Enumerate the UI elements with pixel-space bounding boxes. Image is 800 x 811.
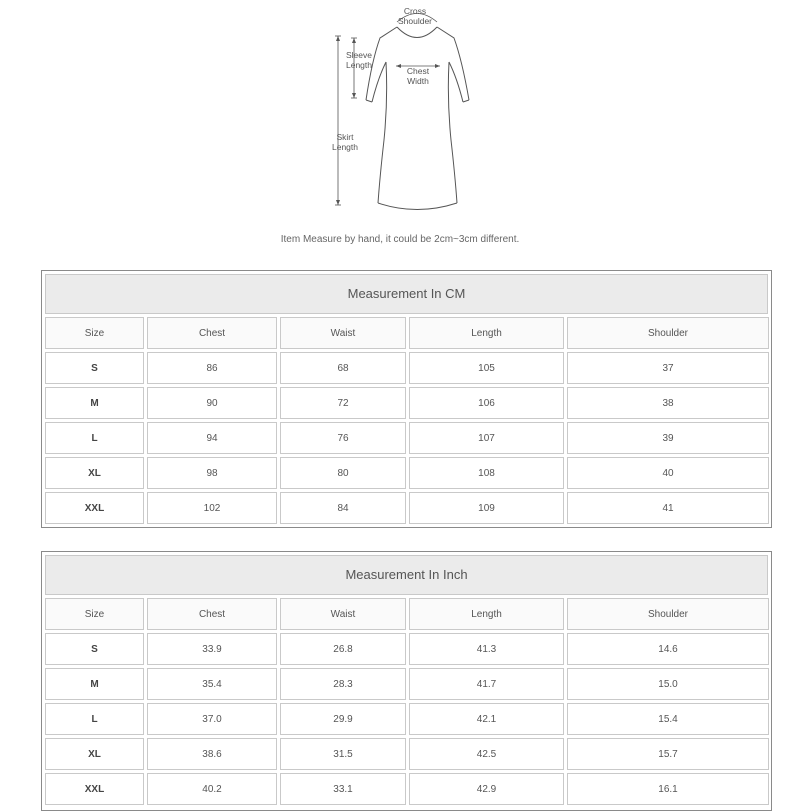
column-header: Size — [45, 317, 144, 349]
table-cell: 26.8 — [280, 633, 406, 665]
table-cell: 40 — [567, 457, 769, 489]
table-cell: 33.1 — [280, 773, 406, 805]
size-cell: M — [45, 668, 144, 700]
table-cell: 37.0 — [147, 703, 277, 735]
table-cell: 41.7 — [409, 668, 564, 700]
table-cell: 15.4 — [567, 703, 769, 735]
table-cell: 33.9 — [147, 633, 277, 665]
table-cell: 102 — [147, 492, 277, 524]
size-cell: XL — [45, 457, 144, 489]
table-cell: 86 — [147, 352, 277, 384]
column-header: Chest — [147, 598, 277, 630]
size-cell: L — [45, 703, 144, 735]
table-cell: 90 — [147, 387, 277, 419]
table-cell: 35.4 — [147, 668, 277, 700]
table-cell: 41.3 — [409, 633, 564, 665]
column-header: Chest — [147, 317, 277, 349]
dress-measurement-diagram — [300, 0, 500, 225]
table-cell: 38.6 — [147, 738, 277, 770]
table-cell: 98 — [147, 457, 277, 489]
size-cell: XL — [45, 738, 144, 770]
table-cell: 42.1 — [409, 703, 564, 735]
table-cell: 37 — [567, 352, 769, 384]
table-cell: 76 — [280, 422, 406, 454]
table-title: Measurement In CM — [45, 274, 768, 314]
table-cell: 15.7 — [567, 738, 769, 770]
chest-width-label: Chest Width — [406, 66, 430, 86]
column-header: Waist — [280, 317, 406, 349]
table-cell: 15.0 — [567, 668, 769, 700]
table-cell: 28.3 — [280, 668, 406, 700]
table-cell: 41 — [567, 492, 769, 524]
table-cell: 14.6 — [567, 633, 769, 665]
measurement-table-cm — [41, 270, 772, 528]
table-cell: 94 — [147, 422, 277, 454]
table-cell: 42.9 — [409, 773, 564, 805]
column-header: Shoulder — [567, 598, 769, 630]
size-cell: L — [45, 422, 144, 454]
column-header: Size — [45, 598, 144, 630]
sleeve-length-label: Sleeve Length — [346, 50, 372, 70]
table-cell: 105 — [409, 352, 564, 384]
size-cell: M — [45, 387, 144, 419]
size-cell: XXL — [45, 773, 144, 805]
column-header: Waist — [280, 598, 406, 630]
column-header: Length — [409, 317, 564, 349]
column-header: Length — [409, 598, 564, 630]
table-cell: 106 — [409, 387, 564, 419]
size-cell: S — [45, 633, 144, 665]
column-header: Shoulder — [567, 317, 769, 349]
table-cell: 80 — [280, 457, 406, 489]
table-cell: 42.5 — [409, 738, 564, 770]
table-cell: 38 — [567, 387, 769, 419]
table-cell: 39 — [567, 422, 769, 454]
table-cell: 40.2 — [147, 773, 277, 805]
table-cell: 107 — [409, 422, 564, 454]
size-cell: S — [45, 352, 144, 384]
table-title: Measurement In Inch — [45, 555, 768, 595]
table-cell: 109 — [409, 492, 564, 524]
table-cell: 16.1 — [567, 773, 769, 805]
table-cell: 68 — [280, 352, 406, 384]
dress-outline-icon — [300, 0, 500, 225]
table-cell: 108 — [409, 457, 564, 489]
table-cell: 84 — [280, 492, 406, 524]
skirt-length-label: Skirt Length — [332, 132, 358, 152]
table-cell: 72 — [280, 387, 406, 419]
cross-shoulder-label: Cross Shoulder — [397, 6, 433, 26]
table-cell: 31.5 — [280, 738, 406, 770]
size-cell: XXL — [45, 492, 144, 524]
table-cell: 29.9 — [280, 703, 406, 735]
measurement-table-inch — [41, 551, 772, 811]
measurement-note: Item Measure by hand, it could be 2cm~3cm different. — [280, 234, 520, 245]
